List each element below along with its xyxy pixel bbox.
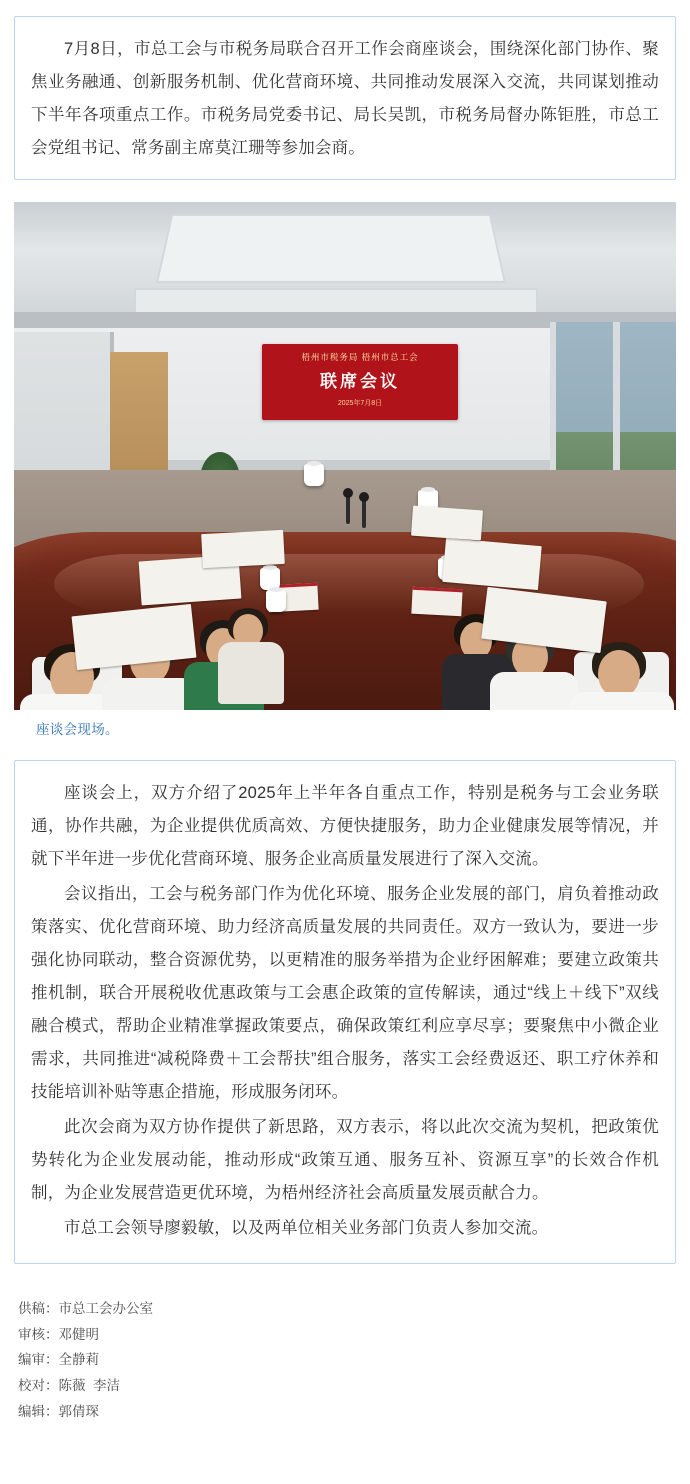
- document-paper: [442, 538, 541, 590]
- article-body-box: [14, 760, 676, 1264]
- lead-paragraph-text: 7月8日，市总工会与市税务局联合召开工作会商座谈会，围绕深化部门协作、聚焦业务融通、创新服务机制、优化营商环境、共同推动发展深入交流，共同谋划推动下半年各项重点工作。市税务局党委书记、局长吴凯，市税务局督办陈钜胜，市总工会党组书记、常务副主席莫江珊等参加会商。: [31, 40, 659, 157]
- meeting-backdrop: [262, 344, 458, 420]
- tea-cup: [266, 590, 286, 612]
- backdrop-line-2: 联席会议: [320, 372, 400, 391]
- credit-editor-in-chief: 编审：全静莉: [18, 1352, 99, 1368]
- credits-block: [14, 1282, 676, 1434]
- credit-proofreader: 校对：陈薇 李洁: [18, 1377, 121, 1393]
- credit-reviewer: 审核：邓健明: [18, 1326, 99, 1342]
- tea-cup: [304, 464, 324, 486]
- name-card: [411, 587, 462, 617]
- body-paragraph-1: 座谈会上，双方介绍了2025年上半年各自重点工作，特别是税务与工会业务联通，协作共融，为企业提供优质高效、方便快捷服务，助力企业健康发展等情况，并就下半年进一步优化营商环境、服务企业高质量发展进行了深入交流。: [31, 784, 659, 868]
- skylight-panel: [156, 214, 506, 283]
- lead-paragraph-box: [14, 16, 676, 180]
- credit-editor: 编辑：郭倩琛: [18, 1403, 99, 1419]
- microphone: [346, 494, 350, 524]
- body-paragraph-2: 会议指出，工会与税务部门作为优化环境、服务企业发展的部门，肩负着推动政策落实、优化营商环境、助力经济高质量发展的共同责任。双方一致认为，要进一步强化协同联动，整合资源优势，以更精准的服务举措为企业纾困解难；要建立政策共推机制，联合开展税收优惠政策与工会惠企政策的宣传解读，通过“线上＋线下”双线融合模式，帮助企业精准掌握政策要点，确保政策红利应享尽享；要聚焦中小微企业需求，共同推进“减税降费＋工会帮扶”组合服务，落实工会经费返还、职工疗休养和技能培训补贴等惠企措施，形成服务闭环。: [31, 885, 659, 1101]
- meeting-photo: [14, 202, 676, 710]
- body-paragraph-3: 此次会商为双方协作提供了新思路，双方表示，将以此次交流为契机，把政策优势转化为企业发展动能，推动形成“政策互通、服务互补、资源互享”的长效合作机制，为企业发展营造更优环境，为梧州经济社会高质量发展贡献合力。: [31, 1118, 659, 1202]
- body-paragraph-4: 市总工会领导廖毅敏，以及两单位相关业务部门负责人参加交流。: [64, 1219, 549, 1237]
- credit-source: 供稿：市总工会办公室: [18, 1301, 153, 1316]
- meeting-photo-figure: [14, 202, 676, 738]
- document-paper: [201, 530, 285, 568]
- backdrop-line-1: 梧州市税务局 梧州市总工会: [301, 352, 419, 362]
- backdrop-line-3: 2025年7月8日: [337, 400, 383, 407]
- photo-caption: 座谈会现场。: [36, 722, 119, 737]
- microphone: [362, 498, 366, 528]
- document-paper: [411, 506, 483, 541]
